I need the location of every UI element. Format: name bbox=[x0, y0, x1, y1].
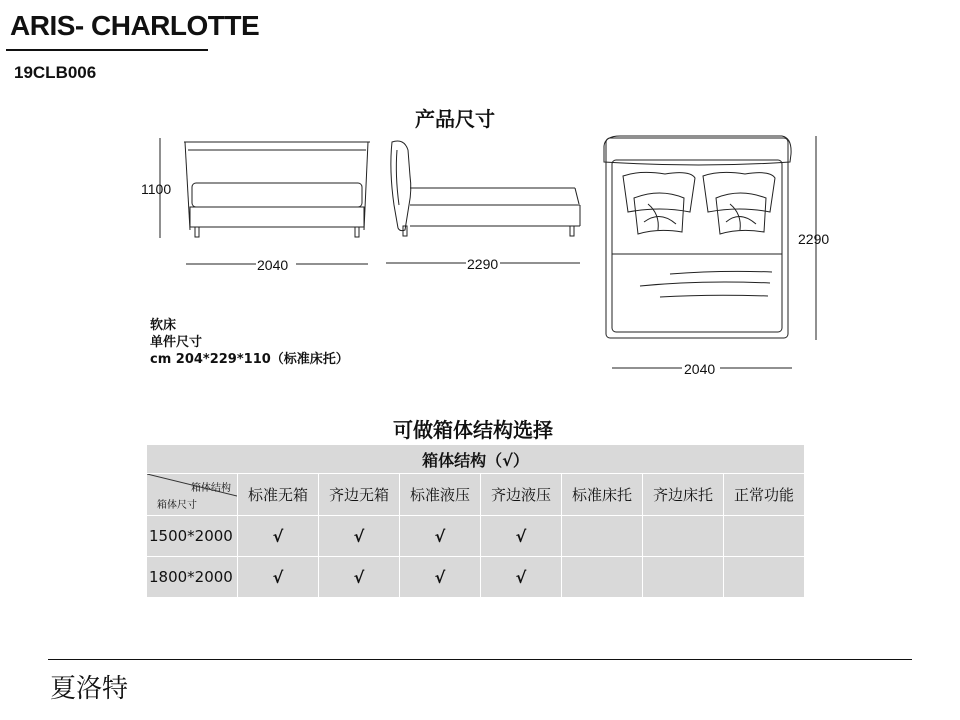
mark-cell bbox=[643, 557, 724, 598]
front-height-label: 1100 bbox=[141, 181, 172, 197]
brand-title: ARIS- CHARLOTTE bbox=[10, 10, 260, 41]
mark-cell: √ bbox=[319, 516, 400, 557]
corner-header-cell bbox=[147, 474, 238, 516]
corner-bottom-label: 箱体尺寸 bbox=[157, 500, 197, 511]
corner-top-label: 箱体结构 bbox=[191, 483, 231, 494]
mark-cell: √ bbox=[481, 557, 562, 598]
column-header: 齐边液压 bbox=[481, 474, 562, 516]
note-size-value: cm 204*229*110（标准床托） bbox=[150, 352, 349, 367]
column-header: 标准液压 bbox=[400, 474, 481, 516]
column-header: 标准无箱 bbox=[238, 474, 319, 516]
size-cell: 1800*2000 bbox=[147, 557, 238, 598]
mark-cell: √ bbox=[400, 557, 481, 598]
side-view-drawing bbox=[386, 141, 580, 263]
column-header: 正常功能 bbox=[724, 474, 805, 516]
note-type: 软床 bbox=[150, 318, 177, 333]
mark-cell: √ bbox=[400, 516, 481, 557]
footer-divider bbox=[48, 659, 912, 660]
mark-cell: √ bbox=[238, 557, 319, 598]
top-length-label: 2290 bbox=[798, 231, 830, 247]
mark-cell bbox=[562, 516, 643, 557]
note-size-label: 单件尺寸 bbox=[150, 335, 203, 350]
mark-cell: √ bbox=[319, 557, 400, 598]
top-width-label: 2040 bbox=[684, 361, 716, 377]
column-header: 标准床托 bbox=[562, 474, 643, 516]
product-notes bbox=[150, 317, 349, 368]
top-view-drawing bbox=[604, 136, 816, 368]
mark-cell bbox=[562, 557, 643, 598]
column-header: 齐边无箱 bbox=[319, 474, 400, 516]
side-length-label: 2290 bbox=[467, 256, 499, 272]
front-view-drawing bbox=[160, 138, 370, 264]
column-header: 齐边床托 bbox=[643, 474, 724, 516]
table-row bbox=[147, 557, 805, 598]
mark-cell: √ bbox=[238, 516, 319, 557]
mark-cell bbox=[724, 516, 805, 557]
product-code: 19CLB006 bbox=[14, 63, 97, 82]
structure-table bbox=[146, 444, 805, 598]
structure-title: 可做箱体结构选择 bbox=[393, 418, 553, 442]
footer-name: 夏洛特 bbox=[50, 674, 129, 704]
mark-cell bbox=[643, 516, 724, 557]
size-cell: 1500*2000 bbox=[147, 516, 238, 557]
mark-cell: √ bbox=[481, 516, 562, 557]
front-width-label: 2040 bbox=[257, 257, 289, 273]
table-row bbox=[147, 516, 805, 557]
dimensions-title: 产品尺寸 bbox=[415, 107, 495, 131]
mark-cell bbox=[724, 557, 805, 598]
group-header: 箱体结构（√） bbox=[147, 445, 805, 474]
